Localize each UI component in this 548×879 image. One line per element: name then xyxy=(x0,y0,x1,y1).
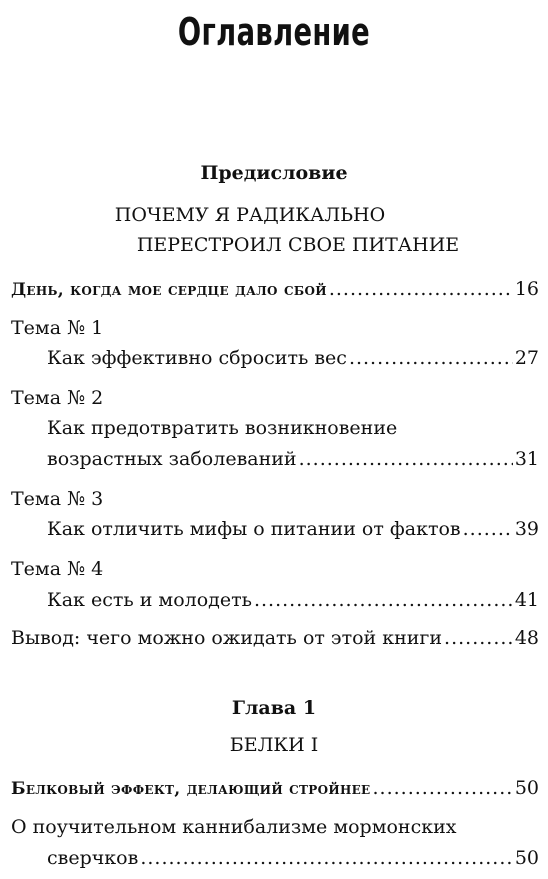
toc-entry-conclusion[interactable] xyxy=(11,625,539,651)
leader-dots xyxy=(299,446,513,472)
chapter1-heading: БЕЛКИ I xyxy=(229,734,319,756)
toc-entry-topic3[interactable] xyxy=(47,516,539,542)
toc-entry-title: сверчков xyxy=(47,847,139,869)
cannibalism-line1: О поучительном каннибализме мормонских xyxy=(11,816,457,838)
toc-entry-title: День, когда мое сердце дало сбой xyxy=(11,280,327,300)
toc-entry-page: 50 xyxy=(514,847,539,869)
topic3-label: Тема № 3 xyxy=(11,488,104,510)
preface-heading-line1: ПОЧЕМУ Я РАДИКАЛЬНО xyxy=(114,204,386,226)
leader-dots xyxy=(254,587,513,613)
topic2-label: Тема № 2 xyxy=(11,387,104,409)
toc-entry-title: Вывод: чего можно ожидать от этой книги xyxy=(11,627,443,649)
topic4-label: Тема № 4 xyxy=(11,558,104,580)
topic2-item-line1: Как предотвратить возникновение xyxy=(47,417,398,439)
toc-entry-page: 27 xyxy=(514,347,539,369)
toc-entry-page: 50 xyxy=(514,777,539,799)
chapter1-label: Глава 1 xyxy=(231,697,317,719)
toc-entry-topic4[interactable] xyxy=(47,587,539,613)
toc-entry-page: 48 xyxy=(514,627,539,649)
toc-entry-protein-effect[interactable] xyxy=(11,775,539,802)
toc-entry-topic2[interactable] xyxy=(47,446,539,472)
toc-entry-title: Как есть и молодеть xyxy=(47,589,252,611)
toc-entry-title: Белковый эффект, делающий стройнее xyxy=(11,779,371,799)
toc-entry-page: 41 xyxy=(514,589,539,611)
toc-entry-title: Как отличить мифы о питании от фактов xyxy=(47,518,461,540)
toc-entry-page: 16 xyxy=(514,278,539,300)
leader-dots xyxy=(329,276,513,302)
preface-heading-line2: ПЕРЕСТРОИЛ СВОЕ ПИТАНИЕ xyxy=(136,234,460,256)
leader-dots xyxy=(444,625,513,651)
toc-entry-title: возрастных заболеваний xyxy=(47,448,297,470)
toc-entry-topic1[interactable] xyxy=(47,345,539,371)
leader-dots xyxy=(140,845,512,871)
leader-dots xyxy=(463,516,513,542)
leader-dots xyxy=(373,775,513,801)
toc-entry-page: 39 xyxy=(514,518,539,540)
toc-entry-title: Как эффективно сбросить вес xyxy=(47,347,347,369)
topic1-label: Тема № 1 xyxy=(11,317,104,339)
preface-label: Предисловие xyxy=(200,162,348,184)
toc-entry-page: 31 xyxy=(514,448,539,470)
toc-entry-cannibalism[interactable] xyxy=(47,845,539,871)
toc-entry-heart-day[interactable] xyxy=(11,276,539,303)
leader-dots xyxy=(349,345,513,371)
page-title: Оглавление xyxy=(177,10,371,54)
